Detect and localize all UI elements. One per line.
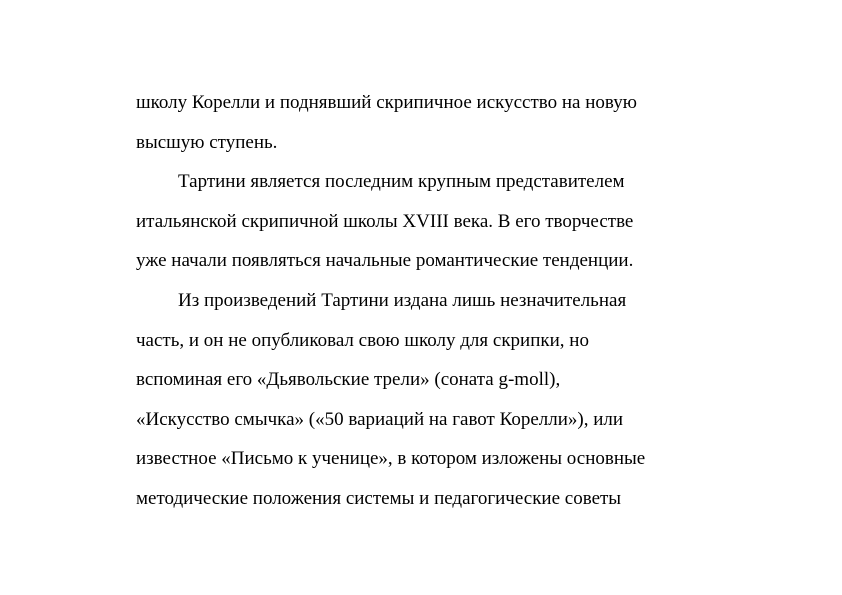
paragraph-first-line: Из произведений Тартини издана лишь незначительная: [178, 289, 627, 311]
text-line: высшую ступень.: [136, 131, 278, 153]
text-line: «Искусство смычка» («50 вариаций на гавот Корелли»), или: [136, 408, 624, 430]
text-line: вспоминая его «Дьявольские трели» (соната g-moll),: [136, 369, 561, 391]
text-line: школу Корелли и поднявший скрипичное искусство на новую: [136, 92, 637, 113]
text-line: итальянской скрипичной школы XVIII века. В его творчестве: [136, 210, 634, 232]
text-line: известное «Письмо к ученице», в котором изложены основные: [136, 448, 646, 470]
paragraph-first-line: Тартини является последним крупным представителем: [178, 171, 625, 193]
text-line: уже начали появляться начальные романтические тенденции.: [136, 250, 634, 272]
body-text: [136, 83, 736, 519]
text-line: методические положения системы и педагогические советы: [136, 487, 622, 509]
text-line: часть, и он не опубликовал свою школу для скрипки, но: [136, 329, 589, 351]
